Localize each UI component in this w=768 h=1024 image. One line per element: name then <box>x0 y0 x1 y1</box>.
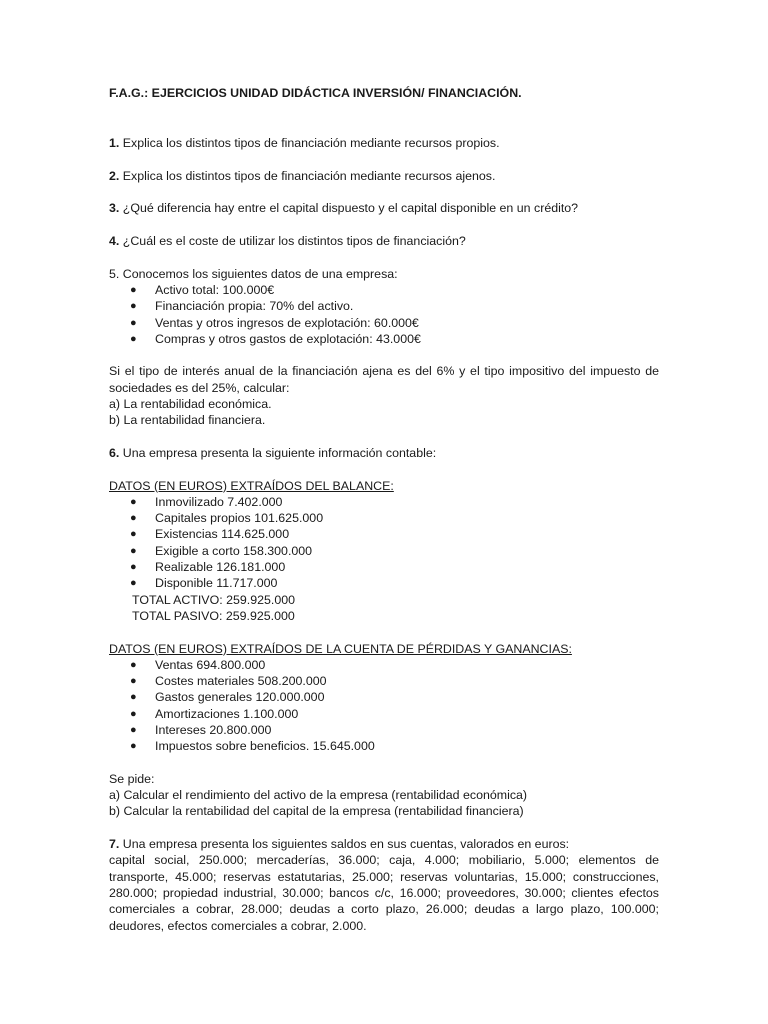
section-heading-pyg: DATOS (EN EUROS) EXTRAÍDOS DE LA CUENTA DE PÉRDIDAS Y GANANCIAS: <box>109 641 572 656</box>
list-item: ● Realizable 126.181.000 <box>109 559 659 575</box>
sub-question-a: a) Calcular el rendimiento del activo de la empresa (rentabilidad económica) <box>109 788 528 803</box>
question-paragraph: capital social, 250.000; mercaderías, 36.000; caja, 4.000; mobiliario, 5.000; elementos de transporte, 45.000; reservas estatutarias, 25.000; reservas voluntarias, 15.000; construcciones, 280.000; propiedad industrial, 30.000; bancos c/c, 16.000; proveedores, 30.000; clientes efectos comerciales a cobrar, 28.000; deudas a corto plazo, 26.000; deudas a largo plazo, 100.000; deudores, efectos comerciales a cobrar, 2.000. <box>109 853 659 933</box>
se-pide-label: Se pide: <box>109 771 155 786</box>
question-number: 1. <box>109 136 120 151</box>
question-number: 3. <box>109 201 120 216</box>
sub-question-b: b) La rentabilidad financiera. <box>109 413 266 428</box>
list-item: ● Compras y otros gastos de explotación: 43.000€ <box>109 331 659 347</box>
list-item: ● Inmovilizado 7.402.000 <box>109 494 659 510</box>
list-item: ● Impuestos sobre beneficios. 15.645.000 <box>109 738 659 754</box>
pyg-list <box>109 657 659 755</box>
question-5 <box>109 266 659 429</box>
question-text: Explica los distintos tipos de financiación mediante recursos propios. <box>119 136 500 151</box>
question-3 <box>109 200 659 216</box>
balance-list <box>109 494 659 592</box>
question-text: Explica los distintos tipos de financiación mediante recursos ajenos. <box>119 168 496 183</box>
question-2 <box>109 168 659 184</box>
list-item: ● Ventas y otros ingresos de explotación: 60.000€ <box>109 315 659 331</box>
question-text: Una empresa presenta los siguientes saldos en sus cuentas, valorados en euros: <box>119 837 570 852</box>
question-7 <box>109 836 659 934</box>
total-pasivo: TOTAL PASIVO: 259.925.000 <box>132 608 295 623</box>
total-activo: TOTAL ACTIVO: 259.925.000 <box>132 592 296 607</box>
list-item: ● Financiación propia: 70% del activo. <box>109 298 659 314</box>
sub-question-b: b) Calcular la rentabilidad del capital de la empresa (rentabilidad financiera) <box>109 804 524 819</box>
list-item: ● Capitales propios 101.625.000 <box>109 510 659 526</box>
data-list <box>109 282 659 347</box>
question-1 <box>109 135 659 151</box>
question-number: 7. <box>109 837 120 852</box>
section-heading-balance: DATOS (EN EUROS) EXTRAÍDOS DEL BALANCE: <box>109 478 394 493</box>
question-text: ¿Qué diferencia hay entre el capital dispuesto y el capital disponible en un crédito? <box>119 201 579 216</box>
list-item: ● Activo total: 100.000€ <box>109 282 659 298</box>
question-paragraph: Si el tipo de interés anual de la financiación ajena es del 6% y el tipo impositivo del impuesto de sociedades es del 25%, calcular: <box>109 364 659 395</box>
list-item: ● Amortizaciones 1.100.000 <box>109 706 659 722</box>
list-item: ● Intereses 20.800.000 <box>109 722 659 738</box>
document-body <box>109 85 659 934</box>
document-title: F.A.G.: EJERCICIOS UNIDAD DIDÁCTICA INVERSIÓN/ FINANCIACIÓN. <box>109 86 522 100</box>
question-text: Una empresa presenta la siguiente información contable: <box>119 445 437 460</box>
question-text: ¿Cuál es el coste de utilizar los distintos tipos de financiación? <box>119 234 466 249</box>
list-item: ● Existencias 114.625.000 <box>109 526 659 542</box>
list-item: ● Disponible 11.717.000 <box>109 575 659 591</box>
question-number: 2. <box>109 168 120 183</box>
list-item: ● Exigible a corto 158.300.000 <box>109 543 659 559</box>
question-intro: 5. Conocemos los siguientes datos de una empresa: <box>109 266 398 281</box>
list-item: ● Gastos generales 120.000.000 <box>109 689 659 705</box>
list-item: ● Ventas 694.800.000 <box>109 657 659 673</box>
question-6 <box>109 445 659 820</box>
question-4 <box>109 233 659 249</box>
question-number: 4. <box>109 234 120 249</box>
question-number: 6. <box>109 445 120 460</box>
list-item: ● Costes materiales 508.200.000 <box>109 673 659 689</box>
sub-question-a: a) La rentabilidad económica. <box>109 397 272 412</box>
